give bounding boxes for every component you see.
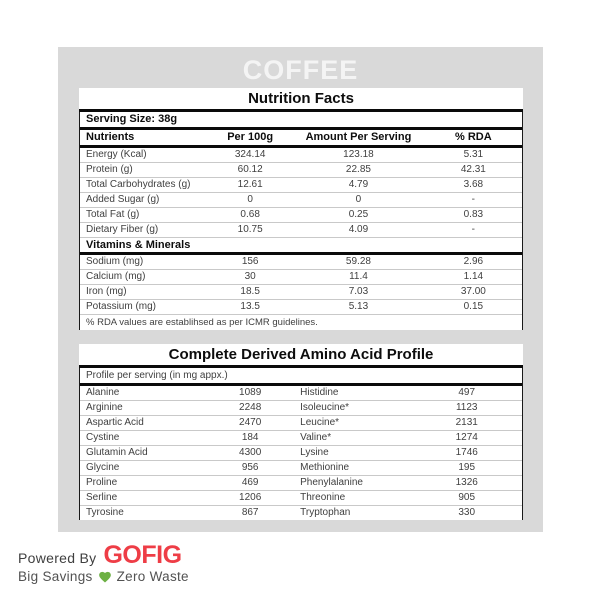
table-row — [80, 386, 522, 400]
amino-name: Lysine — [300, 447, 329, 458]
amino-name: Valine* — [300, 432, 332, 443]
tagline — [18, 569, 189, 584]
amino-acid-subtitle: Profile per serving (in mg appx.) — [86, 370, 228, 381]
amino-name: Histidine — [300, 387, 339, 398]
serving-size: Serving Size: 38g — [86, 113, 178, 125]
nutrient-rda: 3.68 — [463, 179, 484, 190]
nutrient-amount: 7.03 — [348, 286, 369, 297]
nutrient-amount: 5.13 — [348, 301, 369, 312]
amino-name: Aspartic Acid — [86, 417, 144, 428]
label-panel — [58, 47, 543, 532]
amino-name: Serline — [86, 492, 118, 503]
nutrient-rda: - — [471, 224, 476, 235]
amino-value: 1089 — [239, 387, 262, 398]
nutrient-per-100g: 18.5 — [240, 286, 260, 297]
table-row — [80, 193, 522, 207]
table-row — [80, 431, 522, 445]
table-row — [80, 491, 522, 505]
table-row — [80, 208, 522, 222]
table-row — [80, 178, 522, 192]
column-header-row — [80, 130, 522, 145]
amino-acid-body — [79, 368, 523, 520]
table-row — [80, 446, 522, 460]
amino-value: 1274 — [455, 432, 478, 443]
tagline-left: Big Savings — [18, 569, 93, 584]
column-header-rda: % RDA — [455, 131, 492, 143]
nutrient-label: Potassium (mg) — [86, 301, 157, 312]
nutrient-amount: 59.28 — [345, 256, 371, 267]
table-row — [80, 163, 522, 177]
amino-value: 2131 — [455, 417, 478, 428]
amino-name: Tyrosine — [86, 507, 124, 518]
amino-value: 469 — [241, 477, 259, 488]
amino-name: Alanine — [86, 387, 120, 398]
nutrient-label: Energy (Kcal) — [86, 149, 147, 160]
amino-name: Proline — [86, 477, 118, 488]
footer-logo — [18, 543, 189, 584]
amino-name: Arginine — [86, 402, 123, 413]
amino-name: Tryptophan — [300, 507, 351, 518]
nutrient-rda: 0.83 — [463, 209, 484, 220]
nutrient-rda: 1.14 — [463, 271, 484, 282]
amino-name: Phenylalanine — [300, 477, 363, 488]
table-row — [80, 285, 522, 299]
amino-value: 956 — [241, 462, 259, 473]
table-row — [80, 401, 522, 415]
table-row — [80, 270, 522, 284]
amino-value: 195 — [458, 462, 476, 473]
product-title: COFFEE — [242, 55, 359, 85]
column-header-per-100g: Per 100g — [227, 131, 274, 143]
nutrient-rda: 37.00 — [460, 286, 486, 297]
vitamins-minerals-section-header: Vitamins & Minerals — [86, 239, 191, 251]
amino-name: Glutamin Acid — [86, 447, 148, 458]
nutrient-per-100g: 10.75 — [237, 224, 263, 235]
nutrient-amount: 123.18 — [343, 149, 374, 160]
amino-value: 497 — [458, 387, 476, 398]
nutrient-per-100g: 324.14 — [234, 149, 266, 160]
amino-value: 867 — [241, 507, 259, 518]
amino-name: Isoleucine* — [300, 402, 350, 413]
nutrient-amount: 4.79 — [348, 179, 369, 190]
nutrient-label: Added Sugar (g) — [86, 194, 160, 205]
table-row — [80, 300, 522, 314]
nutrient-per-100g: 0.68 — [240, 209, 260, 220]
amino-name: Cystine — [86, 432, 120, 443]
nutrient-rda: - — [471, 194, 476, 205]
amino-name: Threonine — [300, 492, 346, 503]
table-row — [80, 461, 522, 475]
nutrient-rda: 2.96 — [463, 256, 484, 267]
table-row — [80, 148, 522, 162]
amino-value: 2248 — [239, 402, 262, 413]
table-row — [80, 476, 522, 490]
table-row — [80, 416, 522, 430]
nutrition-facts-title: Nutrition Facts — [248, 90, 354, 107]
powered-by-line — [18, 543, 189, 567]
nutrition-facts-body — [79, 112, 523, 330]
amino-value: 1206 — [239, 492, 262, 503]
column-header-nutrients: Nutrients — [86, 131, 135, 143]
tagline-right: Zero Waste — [116, 569, 189, 584]
nutrient-per-100g: 60.12 — [237, 164, 263, 175]
nutrition-facts-table — [79, 88, 523, 330]
nutrient-per-100g: 12.61 — [237, 179, 263, 190]
rda-note: % RDA values are establihsed as per ICMR guidelines. — [86, 317, 318, 328]
amino-value: 330 — [458, 507, 476, 518]
nutrient-label: Protein (g) — [86, 164, 133, 175]
gofig-logo: GOFIG — [103, 541, 182, 569]
nutrient-per-100g: 0 — [247, 194, 253, 205]
nutrient-rda: 5.31 — [463, 149, 484, 160]
nutrient-label: Calcium (mg) — [86, 271, 146, 282]
amino-value: 4300 — [239, 447, 262, 458]
amino-name: Leucine* — [300, 417, 340, 428]
amino-value: 905 — [458, 492, 476, 503]
nutrient-amount: 0.25 — [348, 209, 369, 220]
nutrient-label: Total Fat (g) — [86, 209, 140, 220]
amino-acid-table — [79, 344, 523, 520]
table-row — [80, 255, 522, 269]
nutrient-rda: 0.15 — [463, 301, 484, 312]
amino-value: 184 — [241, 432, 259, 443]
powered-by-text: Powered By — [18, 550, 97, 566]
nutrient-per-100g: 156 — [241, 256, 259, 267]
column-header-amount-per-serving: Amount Per Serving — [305, 131, 412, 143]
table-row — [80, 506, 522, 520]
nutrient-label: Dietary Fiber (g) — [86, 224, 159, 235]
amino-value: 2470 — [239, 417, 262, 428]
nutrient-per-100g: 30 — [244, 271, 256, 282]
table-row — [80, 223, 522, 237]
amino-value: 1123 — [455, 402, 478, 413]
heart-icon — [98, 570, 112, 583]
nutrient-amount: 4.09 — [348, 224, 369, 235]
nutrient-amount: 22.85 — [345, 164, 371, 175]
amino-value: 1326 — [455, 477, 478, 488]
nutrient-label: Total Carbohydrates (g) — [86, 179, 191, 190]
nutrient-rda: 42.31 — [460, 164, 486, 175]
nutrient-amount: 0 — [355, 194, 362, 205]
amino-name: Glycine — [86, 462, 120, 473]
nutrient-per-100g: 13.5 — [240, 301, 260, 312]
nutrient-amount: 11.4 — [349, 271, 368, 282]
amino-value: 1746 — [455, 447, 478, 458]
amino-name: Methionine — [300, 462, 350, 473]
amino-acid-title: Complete Derived Amino Acid Profile — [168, 346, 434, 363]
nutrient-label: Iron (mg) — [86, 286, 127, 297]
nutrient-label: Sodium (mg) — [86, 256, 144, 267]
